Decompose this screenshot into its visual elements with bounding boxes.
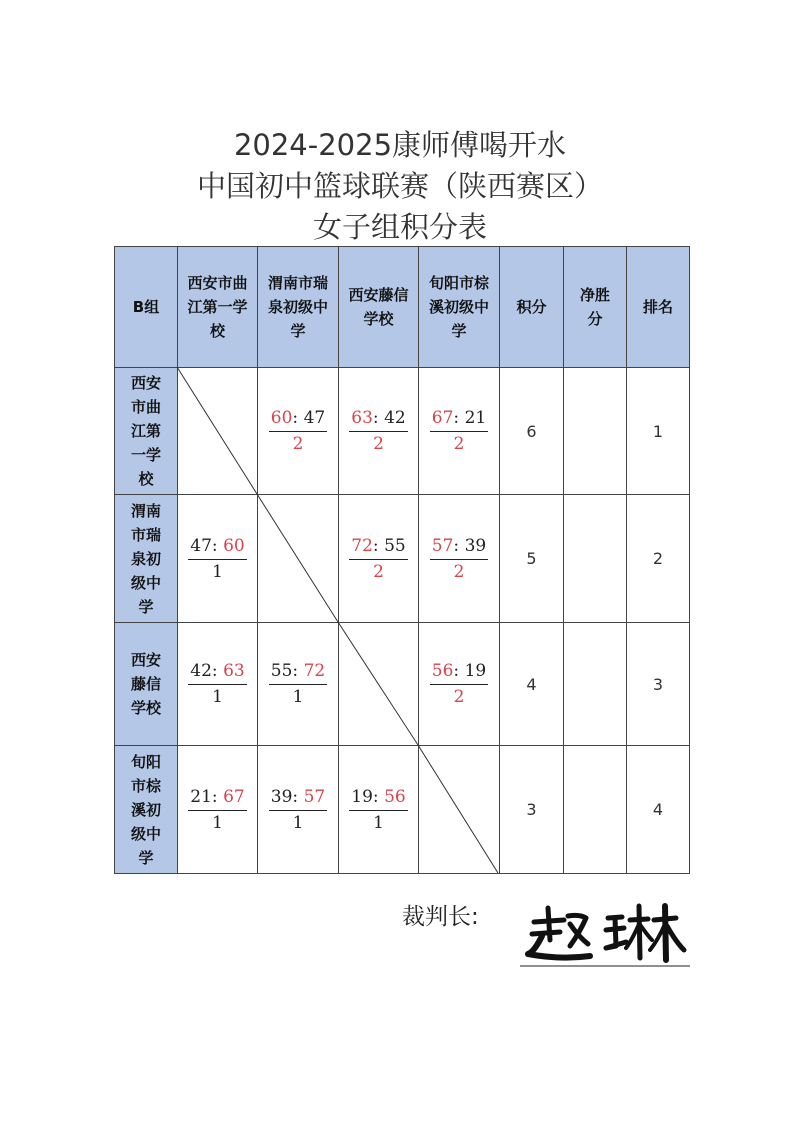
match-points: 2 — [453, 434, 465, 454]
match-score: $\frac{19: 56}{1}$ — [351, 786, 406, 833]
score-opponent: 39 — [464, 535, 487, 556]
match-points: 2 — [292, 434, 304, 454]
table-row — [115, 368, 690, 495]
match-result-cell — [258, 746, 339, 874]
self-match-cell — [178, 368, 258, 495]
net-points — [564, 368, 627, 495]
table-row — [115, 746, 690, 874]
rank: 2 — [627, 495, 690, 623]
row-team-name: 西安藤信学校 — [115, 623, 178, 746]
row-team-name: 西安市曲江第一学校 — [115, 368, 178, 495]
self-match-cell — [339, 623, 419, 746]
score-team: 60 — [270, 408, 293, 428]
score-opponent: 47 — [303, 408, 326, 428]
table-row — [115, 495, 690, 623]
match-score: $\frac{42: 63}{1}$ — [190, 661, 245, 707]
score-team: 55 — [270, 661, 293, 681]
score-opponent: 63 — [223, 661, 245, 681]
score-team: 56 — [431, 661, 454, 681]
header-points: 积分 — [500, 247, 564, 368]
match-result-cell — [339, 746, 419, 874]
score-team: 63 — [351, 408, 373, 428]
score-opponent: 67 — [223, 786, 245, 807]
total-points: 3 — [500, 746, 564, 874]
header-rank: 排名 — [627, 247, 690, 368]
score-opponent: 60 — [223, 535, 245, 556]
referee-label: 裁判长: — [402, 904, 479, 930]
match-score: $\frac{47: 60}{1}$ — [190, 535, 245, 582]
match-score: $\frac{55: 72}{1}$ — [270, 661, 326, 707]
header-team-2: 渭南市瑞泉初级中学 — [258, 247, 339, 368]
score-team: 42 — [190, 661, 212, 681]
net-points — [564, 746, 627, 874]
rank: 1 — [627, 368, 690, 495]
rank: 4 — [627, 746, 690, 874]
header-group: B组 — [115, 247, 178, 368]
title-line-1: 2024-2025康师傅喝开水 — [233, 128, 567, 162]
match-points: 1 — [292, 812, 304, 833]
match-points: 2 — [373, 561, 384, 582]
header-row — [115, 247, 690, 368]
row-team-name: 旬阳市棕溪初级中学 — [115, 746, 178, 874]
self-match-cell — [258, 495, 339, 623]
table-row — [115, 623, 690, 746]
total-points: 6 — [500, 368, 564, 495]
score-team: 19 — [351, 786, 373, 807]
referee-signature — [520, 900, 690, 968]
match-points: 2 — [453, 687, 465, 707]
match-points: 1 — [212, 687, 223, 707]
score-team: 47 — [190, 535, 212, 556]
score-opponent: 72 — [303, 661, 326, 681]
match-result-cell — [178, 623, 258, 746]
match-result-cell — [178, 746, 258, 874]
match-result-cell — [339, 495, 419, 623]
match-points: 1 — [212, 812, 223, 833]
match-points: 2 — [453, 561, 465, 582]
net-points — [564, 495, 627, 623]
header-team-1: 西安市曲江第一学校 — [178, 247, 258, 368]
match-result-cell — [339, 368, 419, 495]
match-points: 1 — [212, 561, 223, 582]
score-opponent: 57 — [303, 786, 326, 807]
match-score: $\frac{67: 21}{2}$ — [431, 408, 487, 454]
row-team-name: 渭南市瑞泉初级中学 — [115, 495, 178, 623]
score-opponent: 55 — [384, 535, 406, 556]
match-score: $\frac{21: 67}{1}$ — [190, 786, 245, 833]
match-result-cell — [258, 623, 339, 746]
match-result-cell — [178, 495, 258, 623]
score-team: 67 — [431, 408, 454, 428]
score-team: 57 — [431, 535, 454, 556]
total-points: 5 — [500, 495, 564, 623]
header-net: 净胜分 — [564, 247, 627, 368]
score-opponent: 19 — [464, 661, 487, 681]
score-opponent: 56 — [384, 786, 406, 807]
match-result-cell — [419, 495, 500, 623]
match-score: $\frac{57: 39}{2}$ — [431, 535, 487, 582]
score-team: 21 — [190, 786, 212, 807]
net-points — [564, 623, 627, 746]
match-points: 2 — [373, 434, 384, 454]
match-result-cell — [419, 623, 500, 746]
title-line-3: 女子组积分表 — [312, 210, 487, 244]
rank: 3 — [627, 623, 690, 746]
header-team-4: 旬阳市棕溪初级中学 — [419, 247, 500, 368]
score-opponent: 42 — [384, 408, 406, 428]
match-result-cell — [258, 368, 339, 495]
score-team: 72 — [351, 535, 373, 556]
match-score: $\frac{39: 57}{1}$ — [270, 786, 326, 833]
match-score: $\frac{72: 55}{2}$ — [351, 535, 406, 582]
self-match-cell — [419, 746, 500, 874]
standings-table — [114, 246, 690, 874]
match-score: $\frac{60: 47}{2}$ — [270, 408, 326, 454]
match-points: 1 — [373, 812, 384, 833]
match-score: $\frac{56: 19}{2}$ — [431, 661, 487, 707]
match-result-cell — [419, 368, 500, 495]
score-team: 39 — [270, 786, 293, 807]
total-points: 4 — [500, 623, 564, 746]
score-opponent: 21 — [464, 408, 487, 428]
match-points: 1 — [292, 687, 304, 707]
title-line-2: 中国初中篮球联赛（陕西赛区） — [196, 169, 603, 203]
match-score: $\frac{63: 42}{2}$ — [351, 408, 406, 454]
header-team-3: 西安藤信学校 — [339, 247, 419, 368]
